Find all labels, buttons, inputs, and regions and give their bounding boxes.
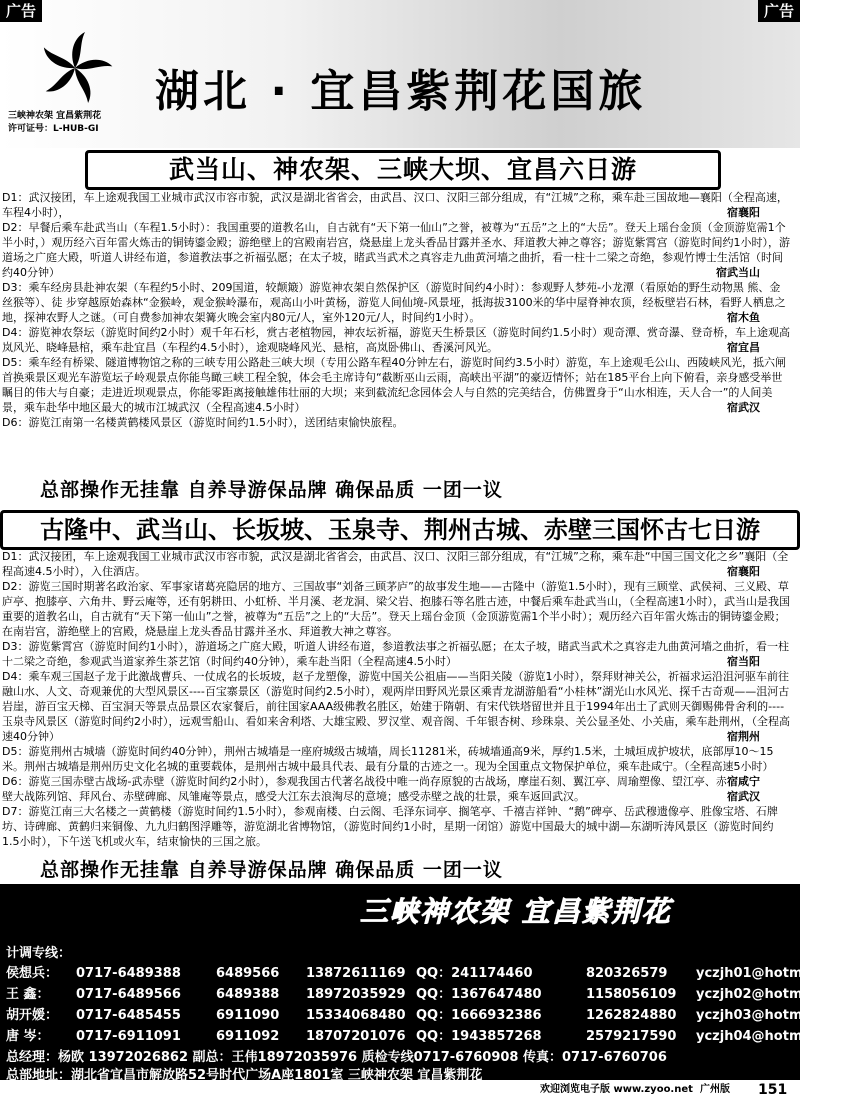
contact-row <box>6 962 855 981</box>
overnight-stay: 宿武汉 <box>727 401 760 414</box>
day-text: D1：武汉接团，车上途观我国工业城市武汉市容市貌，武汉是湖北省省会，由武昌、汉口、汉阳三部分组成，有“江城”之称，乘车赴三国故地—襄阳（全程高速，车程4小时）， <box>2 191 788 219</box>
day-text: D5：乘车经有桥梁、隧道博物馆之称的三峡专用公路赴三峡大坝（专用公路车程40分钟左右，游览时间约3.5小时）游览，车上途观毛公山、西陵峡风光，抵六闸首换乘景区观光车游览坛子岭观景点你能鸟瞰三峡工程全貌，体会毛主席诗句“截断巫山云雨，高峡出平湖”的豪迈情怀；站在185平台上向下俯看，亲身感受举世瞩目的伟大与自豪；走进近坝观景点，你能零距离接触雄伟壮丽的大坝；来到截流纪念园体会人与自然的完美结合，仿佛置身于“山水相连，天人合一”的人间美景，乘车赴华中地区最大的城市江城武汉（全程高速4.5小时） <box>2 356 786 414</box>
contact-qq2: 1158056109 <box>586 987 677 1002</box>
contact-tel: 0717-6489388 <box>76 966 181 981</box>
day-text: D6：游览江南第一名楼黄鹤楼风景区（游览时间约1.5小时），送团结束愉快旅程。 <box>2 416 404 429</box>
contact-email[interactable]: yczjh02@hotmail.com <box>696 987 855 1002</box>
tour2-title: 古隆中、武当山、长坂坡、玉泉寺、荆州古城、赤壁三国怀古七日游 <box>0 510 800 550</box>
contact-mobile: 18972035929 <box>306 987 406 1002</box>
contact-mobile: 15334068480 <box>306 1008 406 1023</box>
overnight-stay: 宿当阳 <box>727 655 760 668</box>
contact-qq: QQ：241174460 <box>416 966 533 981</box>
overnight-stay: 宿宜昌 <box>727 341 760 354</box>
contact-qq2: 2579217590 <box>586 1029 677 1044</box>
ad-tag-left: 广告 <box>0 0 42 22</box>
day-text: D4：游览神农祭坛（游览时间约2小时）观千年石杉，赏古老植物园，神农坛祈福，游览天生桥景区（游览时间约1.5小时）观奇潭、赏奇瀑、登奇桥，车上途观高岚风光、晓峰悬棺，乘车赴宜昌（车程约4.5小时），途观晓峰风光、悬棺，高岚卧佛山、香溪河风光。 <box>2 326 790 354</box>
itinerary-day <box>0 579 790 639</box>
ad-tag-right: 广告 <box>758 0 800 22</box>
itinerary-day <box>0 744 790 788</box>
day-text: D7：游览江南三大名楼之一黄鹤楼（游览时间约1.5小时），参观南楼、白云阁、毛泽东词亭、搁笔亭、千禧吉祥钟、“鹅”碑亭、岳武穆遗像亭、胜像宝塔、石牌坊、诗碑廊、黄鹤归来铜像、九九归鹤图浮雕等，游览湖北省博物馆，（游览时间约1小时，星期一闭馆）游览中国最大的城中湖—东湖听涛风景区（游览时间约1.5小时），下午送飞机或火车，结束愉快的三国之旅。 <box>2 805 778 848</box>
contact-email[interactable]: yczjh03@hotmail.com <box>696 1008 855 1023</box>
itinerary-day <box>0 220 790 280</box>
contact-name: 唐 岑： <box>6 1029 50 1044</box>
contact-mobile: 18707201076 <box>306 1029 406 1044</box>
tour2-slogan: 总部操作无挂靠 自养导游保品牌 确保品质 一团一议 <box>40 859 503 881</box>
itinerary-day <box>0 325 790 355</box>
logo-caption <box>8 110 148 136</box>
contact-qq: QQ：1666932386 <box>416 1008 542 1023</box>
tour1-slogan: 总部操作无挂靠 自养导游保品牌 确保品质 一团一议 <box>40 479 503 501</box>
contact-tel: 0717-6911091 <box>76 1029 181 1044</box>
agency-title: 湖北 · 宜昌紫荆花国旅 <box>155 66 647 117</box>
itinerary-day <box>0 669 790 744</box>
page-number: 151 <box>758 1082 788 1098</box>
contact-tel2: 6911090 <box>216 1008 280 1023</box>
contact-qq: QQ：1367647480 <box>416 987 542 1002</box>
contact-name: 胡开媛： <box>6 1008 59 1023</box>
contact-qq: QQ：1943857268 <box>416 1029 542 1044</box>
footer-brand: 三峡神农架 宜昌紫荆花 <box>360 895 672 928</box>
contact-name: 侯想兵： <box>6 966 59 981</box>
contact-email[interactable]: yczjh04@hotmail.com <box>696 1029 855 1044</box>
overnight-stay: 宿武当山 <box>716 266 760 279</box>
contact-tel: 0717-6485455 <box>76 1008 181 1023</box>
day-text: D5：游览荆州古城墙（游览时间约40分钟），荆州古城墙是一座府城级古城墙，周长11281米，砖城墙通高9米，厚约1.5米，土城垣成护坡状，底部厚10～15米。荆州古城墙是荆州历史文化名城的重要载体，是荆州古城中最具代表、最有分量的古迹之一。现为全国重点文物保护单位，乘车赴咸宁。（全程高速5小时） <box>2 745 774 773</box>
overnight-stay: 宿荆州 <box>727 730 760 743</box>
overnight-stay: 宿木鱼 <box>727 311 760 324</box>
address-line: 总部地址：湖北省宜昌市解放路52号时代广场A座1801室 三峡神农架 宜昌紫荆花 <box>6 1068 483 1083</box>
license-number: 许可证号：L-HUB-GI <box>8 124 99 134</box>
overnight-stay: 宿武汉 <box>727 790 760 803</box>
contact-tel2: 6489388 <box>216 987 280 1002</box>
logo-brand-text: 三峡神农架 宜昌紫荆花 <box>8 111 102 121</box>
day-text: D3：乘车经房县赴神农架（车程约5小时、209国道，较颠簸）游览神农架自然保护区（游览时间约4小时）：参观野人梦苑-小龙潭（看原始的野生动物黑 熊、金丝猴等）、徒 步穿越原始森林“金猴岭，观金猴岭瀑布，观高山小叶黄杨，游览人间仙境-风景垭，抵海拔3100米的华中屋脊神农顶，经板壁岩石林，看野人栖息之地，探神农野人之谜。（可自费参加神农架篝火晚会室内80元/人，室外120元/人，时间约1小时）。 <box>2 281 786 324</box>
page-footer <box>0 1080 800 1100</box>
itinerary-day <box>0 415 790 430</box>
day-text: D1：武汉接团，车上途观我国工业城市武汉市容市貌，武汉是湖北省省会，由武昌、汉口、汉阳三部分组成，有“江城”之称，乘车赴“中国三国文化之乡”襄阳（全程高速4.5小时），入住酒店。 <box>2 550 789 578</box>
contact-mobile: 13872611169 <box>306 966 406 981</box>
day-text: D4：乘车观三国赵子龙于此激战曹兵、一仗成名的长坂坡，赵子龙塑像，游览中国关公祖庙——当阳关陵（游览1小时），祭拜财神关公，祈福求运沿沮河驱车前往融山水、人文、奇观兼优的大型风景区----百宝寨景区（游览时间约2.5小时），观两岸田野风光景区乘青龙湖游船看“小桂林”湖光山水风光、探千古奇观——沮河古岩崖，游百宝天梯、百宝洞天等景点品景区农家餐后，前往国家AAA级佛教名胜区，始建于隋朝、有宋代铁塔留世并且于1994年出土了武则天御赐佛骨舍利的----玉泉寺风景区（游览时间约2小时），远观雪船山、看如来舍利塔、大雄宝殿、罗汉堂、观音阁、千年银杏树、珍珠泉、关公显圣处、小关庙，乘车赴荆州，（全程高速40分钟） <box>2 670 790 743</box>
itinerary-day <box>0 774 790 804</box>
contact-row <box>6 1025 855 1044</box>
header-banner <box>0 0 800 148</box>
day-text: D6：游览三国赤壁古战场-武赤壁（游览时间约2小时），参观我国古代著名战役中唯一尚存原貌的古战场，摩崖石刻、翼江亭、周瑜塑像、望江亭、赤壁大战陈列馆、拜风台、赤壁碑廊、凤雏庵等景点，感受大江东去浪淘尽的意境；感受赤壁之战的壮景，乘车返回武汉。 <box>2 775 727 803</box>
overnight-stay: 宿襄阳 <box>727 206 760 219</box>
booking-label: 计调专线： <box>6 946 72 961</box>
site-link[interactable]: 欢迎浏览电子版 www.zyoo.net <box>540 1084 693 1095</box>
day-text: D2：早餐后乘车赴武当山（车程1.5小时）：我国重要的道教名山，自古就有“天下第一仙山”之誉，被尊为“五岳”之上的“大岳”。登天上瑶台金顶（金顶游览需1个半小时，）观历经六百年雷火炼击的铜铸鎏金殿；游绝壁上的宫殿南岩宫，烧悬崖上龙头香品甘露并圣水、拜道教大神之尊容；游览紫霄宫（游览时间约1小时），游道场之广庭大殿，听道人讲经布道，参道教法事之祈福弘愿；在太子坡，睹武当武术之真容走九曲黄河墙之曲折，看一柱十二梁之奇绝，参观竹博士生活馆（时间约40分钟） <box>2 221 790 279</box>
itinerary-day <box>0 280 790 325</box>
itinerary-day <box>0 549 790 579</box>
itinerary-day <box>0 355 790 415</box>
bauhinia-logo-icon <box>30 28 120 108</box>
day-text: D2：游览三国时期著名政治家、军事家诸葛亮隐居的地方、三国故事“刘备三顾茅庐”的故事发生地——古隆中（游览1.5小时），现有三顾堂、武侯祠、三义殿、草庐亭、抱膝亭、六角井、野云庵等，还有躬耕田、小虹桥、半月溪、老龙洞、梁父岩、抱膝石等名胜古迹，中餐后乘车赴武当山，（全程高速1小时），武当山是我国重要的道教名山，自古就有“天下第一仙山”之誉，被尊为“五岳”之上的“大岳”。登天上瑶台金顶（金顶游览需1个半小时）；观历经六百年雷火炼击的铜铸鎏金殿；在南岩宫，游绝壁上的宫殿，烧悬崖上龙头香品甘露并圣水、拜道教大神之尊容。 <box>2 580 790 638</box>
tour1-itinerary <box>0 190 790 430</box>
itinerary-day <box>0 804 790 849</box>
edition-label: 广州版 <box>700 1084 730 1095</box>
tour2-itinerary <box>0 549 790 849</box>
contact-email[interactable]: yczjh01@hotmail.com <box>696 966 855 981</box>
itinerary-day <box>0 190 790 220</box>
contact-name: 王 鑫： <box>6 987 50 1002</box>
contact-qq2: 1262824880 <box>586 1008 677 1023</box>
manager-line: 总经理：杨欧 13972026862 副总：王伟18972035976 质检专线0717-6760908 传真：0717-6760706 <box>6 1050 667 1065</box>
tour1-title: 武当山、神农架、三峡大坝、宜昌六日游 <box>85 150 721 190</box>
overnight-stay: 宿咸宁 <box>727 775 760 788</box>
itinerary-day <box>0 639 790 669</box>
contact-row <box>6 983 855 1002</box>
contact-tel2: 6911092 <box>216 1029 280 1044</box>
contact-tel: 0717-6489566 <box>76 987 181 1002</box>
contact-qq2: 820326579 <box>586 966 668 981</box>
day-text: D3：游览紫霄宫（游览时间约1小时），游道场之广庭大殿，听道人讲经布道，参道教法事之祈福弘愿；在太子坡，睹武当武术之真容走九曲黄河墙之曲折，看一柱十二梁之奇绝，参观武当道家养生茶艺馆（时间约40分钟），乘车赴当阳（全程高速4.5小时） <box>2 640 789 668</box>
contact-tel2: 6489566 <box>216 966 280 981</box>
contact-row <box>6 1004 855 1023</box>
overnight-stay: 宿襄阳 <box>727 565 760 578</box>
footer-contacts <box>0 884 855 1083</box>
